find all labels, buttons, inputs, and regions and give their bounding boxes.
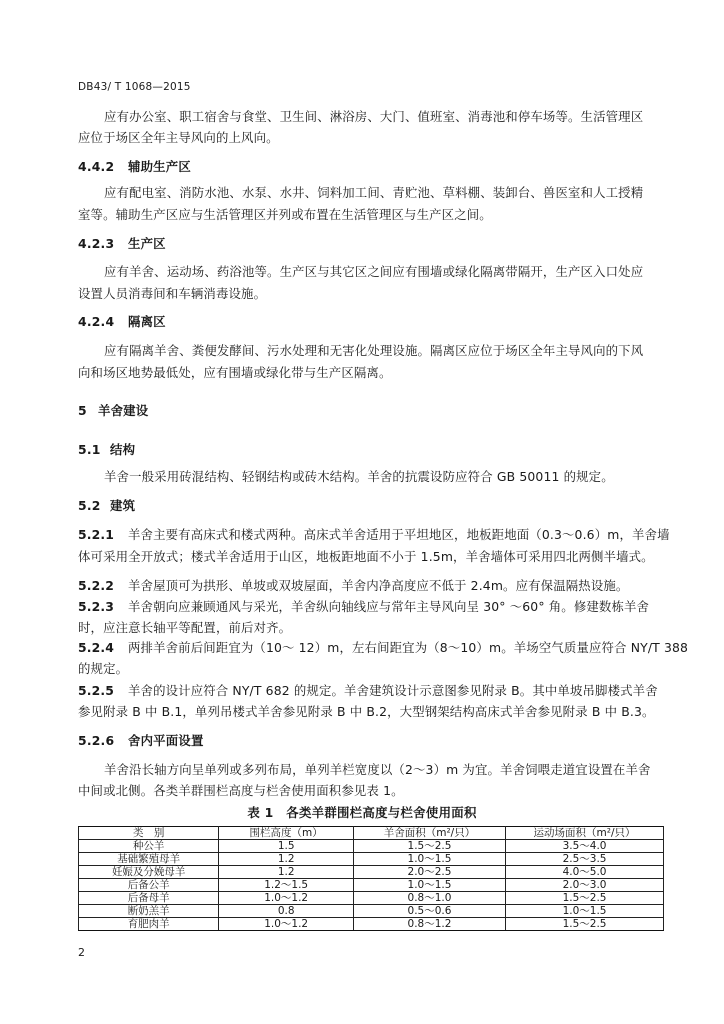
paragraph-line: 室等。辅助生产区应与生活管理区并列或布置在生活管理区与生产区之间。 (78, 207, 492, 222)
table-cell: 1.5 (219, 840, 354, 853)
paragraph-line: 中间或北侧。各类羊群围栏高度与栏舍使用面积参见表 1。 (78, 783, 404, 798)
page-number: 2 (78, 946, 85, 959)
clause-number: 5.2.4 (78, 640, 115, 655)
table-cell: 2.5～3.5 (506, 853, 664, 866)
clause-number: 5.2.3 (78, 599, 115, 614)
section-heading-5-2 (78, 496, 135, 514)
table-cell: 4.0～5.0 (506, 866, 664, 879)
table-cell: 0.8～1.2 (353, 918, 505, 931)
table-cell: 1.0～1.5 (506, 905, 664, 918)
paragraph-line: 应位于场区全年主导风向的上风向。 (78, 130, 279, 145)
table-cell: 基础繁殖母羊 (79, 853, 219, 866)
clause-number: 5.2.2 (78, 578, 115, 593)
column-header: 羊舍面积（m²/只） (353, 827, 505, 840)
section-title: 生产区 (128, 236, 166, 251)
paragraph-line: 体可采用全开放式；楼式羊舍适用于山区，地板距地面不小于 1.5m，羊舍墙体可采用四北两侧半墙式。 (78, 549, 654, 564)
table-cell: 后备母羊 (79, 892, 219, 905)
section-number: 5 (78, 403, 87, 418)
paragraph-line: 应有办公室、职工宿舍与食堂、卫生间、淋浴房、大门、值班室、消毒池和停车场等。生活管理区 (104, 109, 644, 124)
section-number: 4.2.4 (78, 314, 115, 329)
section-title: 羊舍建设 (98, 403, 149, 418)
section-title: 隔离区 (128, 314, 166, 329)
table-row (79, 879, 664, 892)
section-number: 5.1 (78, 442, 101, 457)
paragraph-line: 应有配电室、消防水池、水泵、水井、饲料加工间、青贮池、草料棚、装卸台、兽医室和人工授精 (104, 185, 644, 200)
clause-text: 两排羊舍前后间距宜为（10～ 12）m，左右间距宜为（8～10）m。羊场空气质量应符合 NY/T 388 (128, 640, 689, 655)
table-cell: 2.0～2.5 (353, 866, 505, 879)
table-row (79, 866, 664, 879)
clause-text: 羊舍朝向应兼顾通风与采光，羊舍纵向轴线应与常年主导风向呈 30° ～60° 角。修建数栋羊舍 (128, 599, 650, 614)
table-cell: 1.5～2.5 (506, 892, 664, 905)
table-cell: 0.8～1.0 (353, 892, 505, 905)
paragraph-line: 羊舍沿长轴方向呈单列或多列布局，单列羊栏宽度以（2～3）m 为宜。羊舍饲喂走道宜设置在羊舍 (104, 762, 651, 777)
table-cell: 1.5～2.5 (353, 840, 505, 853)
clause-5-2-4-line (78, 638, 688, 656)
paragraph-line: 参见附录 B 中 B.1，单列吊楼式羊舍参见附录 B 中 B.2，大型钢架结构高床式羊舍参见附录 B 中 B.3。 (78, 704, 655, 719)
table-cell: 3.5～4.0 (506, 840, 664, 853)
section-number: 4.2.3 (78, 236, 115, 251)
table-row (79, 905, 664, 918)
clause-text: 羊舍屋顶可为拱形、单坡或双坡屋面，羊舍内净高度应不低于 2.4m。应有保温隔热设施。 (128, 578, 629, 593)
paragraph-line: 应有隔离羊舍、粪便发酵间、污水处理和无害化处理设施。隔离区应位于场区全年主导风向的下风 (104, 343, 644, 358)
section-number: 4.4.2 (78, 159, 115, 174)
table-cell: 1.0～1.2 (219, 918, 354, 931)
section-heading-4-2-3 (78, 234, 166, 252)
table-row (79, 918, 664, 931)
clause-5-2-2-line (78, 576, 628, 594)
table-cell: 2.0～3.0 (506, 879, 664, 892)
chapter-heading-5 (78, 401, 148, 419)
paragraph-line: 羊舍一般采用砖混结构、轻钢结构或砖木结构。羊舍的抗震设防应符合 GB 50011 的规定。 (104, 469, 614, 484)
data-table (78, 826, 664, 931)
clause-5-2-3-line (78, 597, 649, 615)
table-cell: 1.5～2.5 (506, 918, 664, 931)
column-header: 类 别 (79, 827, 219, 840)
paragraph-line: 应有羊舍、运动场、药浴池等。生产区与其它区之间应有围墙或绿化隔离带隔开，生产区入口处应 (104, 264, 644, 279)
document-header: DB43/ T 1068—2015 (78, 81, 191, 93)
section-heading-4-4-2 (78, 157, 191, 175)
clause-text: 羊舍主要有高床式和楼式两种。高床式羊舍适用于平坦地区，地板距地面（0.3～0.6）m，羊舍墙 (128, 527, 670, 542)
table-cell: 1.2～1.5 (219, 879, 354, 892)
paragraph-line: 时，应注意长轴平等配置，前后对齐。 (78, 620, 292, 635)
table-cell: 种公羊 (79, 840, 219, 853)
table-row (79, 840, 664, 853)
section-number: 5.2.6 (78, 733, 115, 748)
table-cell: 育肥肉羊 (79, 918, 219, 931)
clause-number: 5.2.1 (78, 527, 115, 542)
paragraph-line: 设置人员消毒间和车辆消毒设施。 (78, 286, 267, 301)
clause-text: 羊舍的设计应符合 NY/T 682 的规定。羊舍建筑设计示意图参见附录 B。其中单坡吊脚楼式羊舍 (128, 683, 658, 698)
clause-number: 5.2.5 (78, 683, 115, 698)
section-title: 舍内平面设置 (128, 733, 204, 748)
section-title: 建筑 (110, 498, 136, 513)
table-cell: 0.8 (219, 905, 354, 918)
column-header: 运动场面积（m²/只） (506, 827, 664, 840)
paragraph-line: 的规定。 (78, 661, 129, 676)
section-heading-5-2-6 (78, 731, 204, 749)
table-cell: 后备公羊 (79, 879, 219, 892)
section-title: 辅助生产区 (128, 159, 191, 174)
table-cell: 1.2 (219, 853, 354, 866)
table-cell: 断奶羔羊 (79, 905, 219, 918)
clause-5-2-5-line (78, 681, 658, 699)
column-header: 围栏高度（m） (219, 827, 354, 840)
table-row (79, 853, 664, 866)
table-row (79, 892, 664, 905)
table-cell: 1.0～1.5 (353, 879, 505, 892)
table-caption: 表 1 各类羊群围栏高度与栏舍使用面积 (247, 805, 477, 820)
table-cell: 1.2 (219, 866, 354, 879)
table-cell: 1.0～1.5 (353, 853, 505, 866)
section-heading-4-2-4 (78, 312, 166, 330)
table-cell: 妊娠及分娩母羊 (79, 866, 219, 879)
table-header-row (79, 827, 664, 840)
section-number: 5.2 (78, 498, 101, 513)
table-cell: 0.5～0.6 (353, 905, 505, 918)
table-cell: 1.0～1.2 (219, 892, 354, 905)
section-heading-5-1 (78, 440, 135, 458)
paragraph-line: 向和场区地势最低处，应有围墙或绿化带与生产区隔离。 (78, 365, 392, 380)
section-title: 结构 (110, 442, 136, 457)
clause-5-2-1-line (78, 525, 670, 543)
